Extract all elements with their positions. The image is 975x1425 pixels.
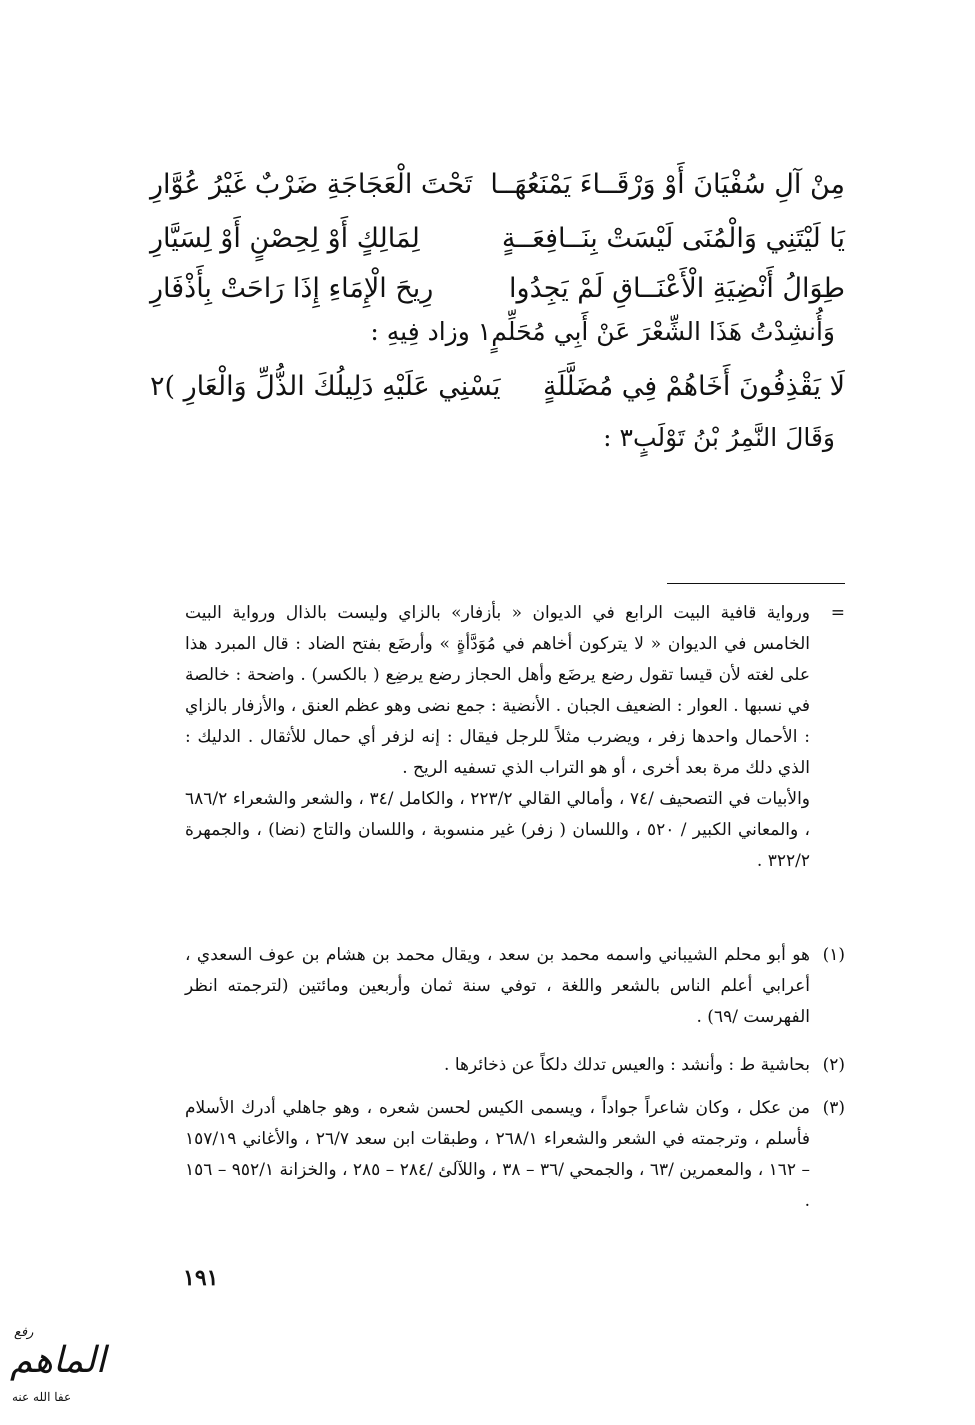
- verse-first-hemistich: مِنْ آلِ سُفْيَانَ أَوْ وَرْقَــاءَ يَمْنَعُهَــا: [490, 169, 845, 200]
- footnote-separator: [667, 583, 845, 584]
- footnote-marker: (١): [822, 945, 845, 965]
- footnote-paragraph: ورواية قافية البيت الرابع في الديوان « بأزفار» بالزاي وليست بالذال ورواية البيت الخامس في الديوان « لا يتركون أخاهم في مُوَدَّأةٍ » وأرضَع بفتح الضاد : قال المبرد هذا على لغته لأن قيسا تقول رضع يرضَع وأهل الحجاز رضع يرضِع ( بالكسر) . واضحة : خالصة في نسبها . العوار : الضعيف الجبان . الأنضية : جمع نضى وهو عظم العنق ، والأزفار بالزاي : الأحمال واحدها زفر ، ويضرب مثلاً للرجل فيقال : إنه لزفر أي حمال للأثقال . الدليك : الذي دلك مرة بعد أخرى ، أو هو التراب الذي تسفيه الريح .: [185, 603, 810, 778]
- verse-line: [150, 160, 845, 210]
- verse-first-hemistich: لَا يَقْذِفُونَ أَخَاهُمْ فِي مُضَلَّلَةٍ: [542, 371, 845, 402]
- verse-first-hemistich: طِوَالُ أَنْضِيَةِ الْأَعْنَــاقِ لَمْ يَجِدُوا: [509, 273, 845, 304]
- footnote-marker: (٣): [822, 1098, 845, 1118]
- footnote-text: من عكل ، وكان شاعراً جواداً ، ويسمى الكيس لحسن شعره ، وهو جاهلي أدرك الأسلام فأسلم ، وترجمته في الشعر والشعراء ٢٦٨/١ ، وطبقات ابن سعد ٢٦/٧ ، والأغاني ١٥٧/١٩ – ١٦٢ ، والمعمرين /٦٣ ، والجمحي /٣٦ – ٣٨ ، واللآلئ /٢٨٤ – ٢٨٥ ، والخزانة ٩٥٢/١ – ١٥٦ .: [185, 1098, 811, 1211]
- verse-line: [150, 362, 845, 412]
- verse-second-hemistich: تَحْتَ الْعَجَاجَةِ ضَرْبٌ غَيْرُ عُوَّارِ: [150, 169, 473, 200]
- verse-second-hemistich: يَسْنِي عَلَيْهِ دَلِيلُكَ الذُّلِّ وَالْعَارِ )٢: [150, 371, 501, 402]
- prose-line: وَقَالَ النَّمِرُ بْنُ تَوْلَبٍ٣ :: [603, 423, 835, 452]
- continuation-marker: =: [830, 603, 845, 623]
- footnote-text: هو أبو محلم الشيباني واسمه محمد بن سعد ، ويقال محمد بن هشام بن عوف السعدي ، أعرابي أعلم الناس بالشعر واللغة ، توفي سنة ثمان وأربعين ومائتين (لترجمته انظر الفهرست /٦٩) .: [185, 945, 810, 1027]
- verse-line: [150, 214, 845, 264]
- verse-first-hemistich: يَا لَيْتَنِي وَالْمُنَى لَيْسَتْ بِنَــافِعَــةٍ: [501, 223, 845, 254]
- logo-main-text: الماهم: [10, 1340, 106, 1381]
- logo-sub-text: عفا الله عنه: [12, 1390, 72, 1404]
- signature-logo: [8, 1325, 106, 1417]
- footnote-paragraph: والأبيات في التصحيف /٧٤ ، وأمالي القالي ٢٢٣/٢ ، والكامل /٣٤ ، والشعر والشعراء ٦٨٦/٢ ، والمعاني الكبير / ٥٢٠ ، واللسان ( زفر) غير منسوبة ، واللسان والتاج (نضا) ، والجمهرة ٣٢٢/٢ .: [185, 789, 810, 871]
- page-number: ١٩١: [183, 1265, 219, 1291]
- logo-top-text: رفع: [14, 1325, 34, 1340]
- footnote-marker: (٢): [822, 1055, 845, 1075]
- footnote-continuation: [185, 598, 810, 877]
- verse-line: [150, 264, 845, 314]
- prose-line: وَأُنشِدْتُ هَذَا الشِّعْرَ عَنْ أَبِي مُحَلِّمٍ١ وزاد فِيهِ :: [370, 317, 835, 346]
- footnote-text: بحاشية ط : وأنشد : والعيس تدلك دلكاً عن ذخائرها .: [444, 1055, 810, 1075]
- verse-second-hemistich: لِمَالِكٍ أَوْ لِحِصْنٍ أَوْ لِسَيَّارِ: [150, 223, 420, 254]
- verse-second-hemistich: رِيحَ الْإِمَاءِ إِذَا رَاحَتْ بِأَذْفَارِ: [150, 273, 434, 304]
